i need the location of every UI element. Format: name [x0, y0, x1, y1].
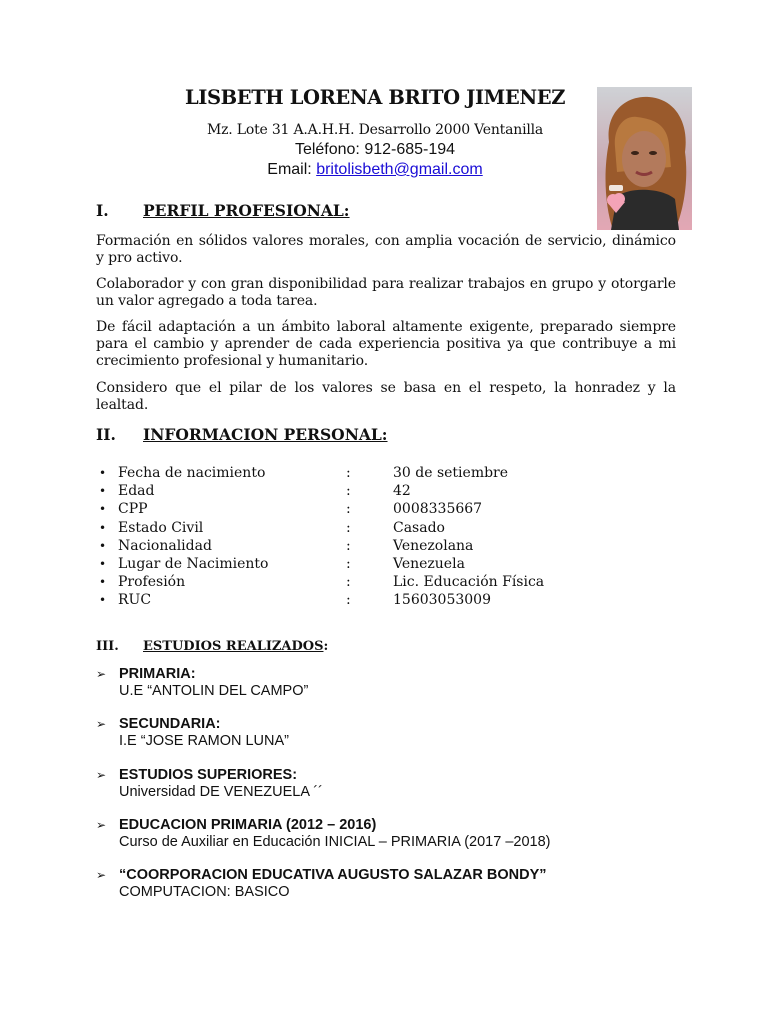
- study-detail: COMPUTACION: BASICO: [119, 884, 290, 900]
- section-number: II.: [96, 425, 116, 444]
- candidate-name: LISBETH LORENA BRITO JIMENEZ: [184, 86, 566, 109]
- info-value: 42: [393, 483, 411, 500]
- section-title: INFORMACION PERSONAL:: [143, 425, 388, 444]
- info-row-birthplace: [96, 555, 676, 573]
- arrow-bullet-icon: ➢: [96, 868, 107, 882]
- section-title: ESTUDIOS REALIZADOS: [143, 639, 324, 654]
- section-title: PERFIL PROFESIONAL:: [143, 201, 350, 220]
- info-label: CPP: [118, 501, 148, 518]
- info-label: Edad: [118, 483, 155, 500]
- info-row-ruc: [96, 591, 676, 609]
- email-link[interactable]: britolisbeth@gmail.com: [316, 161, 483, 178]
- study-title: PRIMARIA:: [119, 666, 196, 682]
- email-line: [150, 161, 600, 179]
- info-separator: :: [346, 592, 351, 609]
- bullet: •: [99, 466, 107, 480]
- study-detail: Universidad DE VENEZUELA ´´: [119, 784, 323, 800]
- email-label: Email:: [267, 161, 317, 178]
- info-separator: :: [346, 465, 351, 481]
- info-label: Lugar de Nacimiento: [118, 555, 269, 572]
- info-value: Casado: [393, 519, 445, 536]
- perfil-paragraph: Colaborador y con gran disponibilidad para realizar trabajos en grupo y otorgarle un valor agregado a toda tarea.: [96, 276, 676, 309]
- info-separator: :: [346, 537, 351, 554]
- study-detail: I.E “JOSE RAMON LUNA”: [119, 733, 289, 749]
- section-colon: :: [323, 639, 329, 654]
- info-value: Venezolana: [393, 537, 474, 554]
- info-separator: :: [346, 519, 351, 536]
- section-estudios-heading: [96, 639, 328, 654]
- arrow-bullet-icon: ➢: [96, 768, 107, 782]
- study-title: “COORPORACION EDUCATIVA AUGUSTO SALAZAR BONDY”: [119, 867, 547, 883]
- arrow-bullet-icon: ➢: [96, 818, 107, 832]
- bullet: •: [99, 520, 107, 535]
- arrow-bullet-icon: ➢: [96, 667, 107, 681]
- section-number: I.: [96, 201, 109, 220]
- section-perfil-heading: [96, 201, 350, 220]
- profile-photo: [597, 87, 692, 230]
- study-title: SECUNDARIA:: [119, 716, 221, 732]
- info-row-cpp: [96, 500, 676, 518]
- bullet: •: [99, 502, 107, 517]
- info-label: Nacionalidad: [118, 537, 212, 554]
- info-separator: :: [346, 501, 351, 518]
- section-personal-heading: [96, 425, 388, 444]
- info-row-age: [96, 482, 676, 500]
- info-separator: :: [346, 574, 351, 591]
- perfil-paragraph: Formación en sólidos valores morales, con amplia vocación de servicio, dinámico y pro activo.: [96, 233, 676, 266]
- info-separator: :: [346, 555, 351, 572]
- info-value: Lic. Educación Física: [393, 574, 545, 591]
- info-row-marital-status: [96, 519, 676, 537]
- info-value: Venezuela: [393, 555, 465, 572]
- perfil-paragraph: Considero que el pilar de los valores se basa en el respeto, la honradez y la lealtad.: [96, 380, 676, 413]
- personal-info-list: [96, 464, 676, 610]
- info-row-profession: [96, 573, 676, 591]
- bullet: •: [99, 556, 107, 571]
- info-value: 0008335667: [393, 501, 483, 518]
- info-row-nationality: [96, 537, 676, 555]
- perfil-paragraph: De fácil adaptación a un ámbito laboral altamente exigente, preparado siempre para el cambio y aprender de cada experiencia positiva ya que contribuye a mi crecimiento profesional y humanitario.: [96, 319, 676, 369]
- study-title: EDUCACION PRIMARIA (2012 – 2016): [119, 817, 377, 833]
- info-label: Fecha de nacimiento: [118, 465, 266, 481]
- address: Mz. Lote 31 A.A.H.H. Desarrollo 2000 Ventanilla: [206, 122, 544, 138]
- arrow-bullet-icon: ➢: [96, 717, 107, 731]
- section-number: III.: [96, 639, 119, 654]
- info-row-birthdate: [96, 464, 676, 482]
- phone: Teléfono: 912-685-194: [294, 141, 456, 158]
- bullet: •: [99, 538, 107, 553]
- info-value: 15603053009: [393, 592, 491, 609]
- info-label: Profesión: [118, 574, 186, 591]
- info-label: RUC: [118, 592, 152, 609]
- study-title: ESTUDIOS SUPERIORES:: [119, 767, 298, 783]
- study-detail: U.E “ANTOLIN DEL CAMPO”: [119, 683, 309, 699]
- study-detail: Curso de Auxiliar en Educación INICIAL – PRIMARIA (2017 –2018): [119, 834, 551, 850]
- bullet: •: [99, 484, 107, 499]
- bullet: •: [99, 593, 107, 608]
- info-label: Estado Civil: [118, 519, 204, 536]
- info-separator: :: [346, 483, 351, 500]
- info-value: 30 de setiembre: [393, 465, 509, 481]
- bullet: •: [99, 575, 107, 590]
